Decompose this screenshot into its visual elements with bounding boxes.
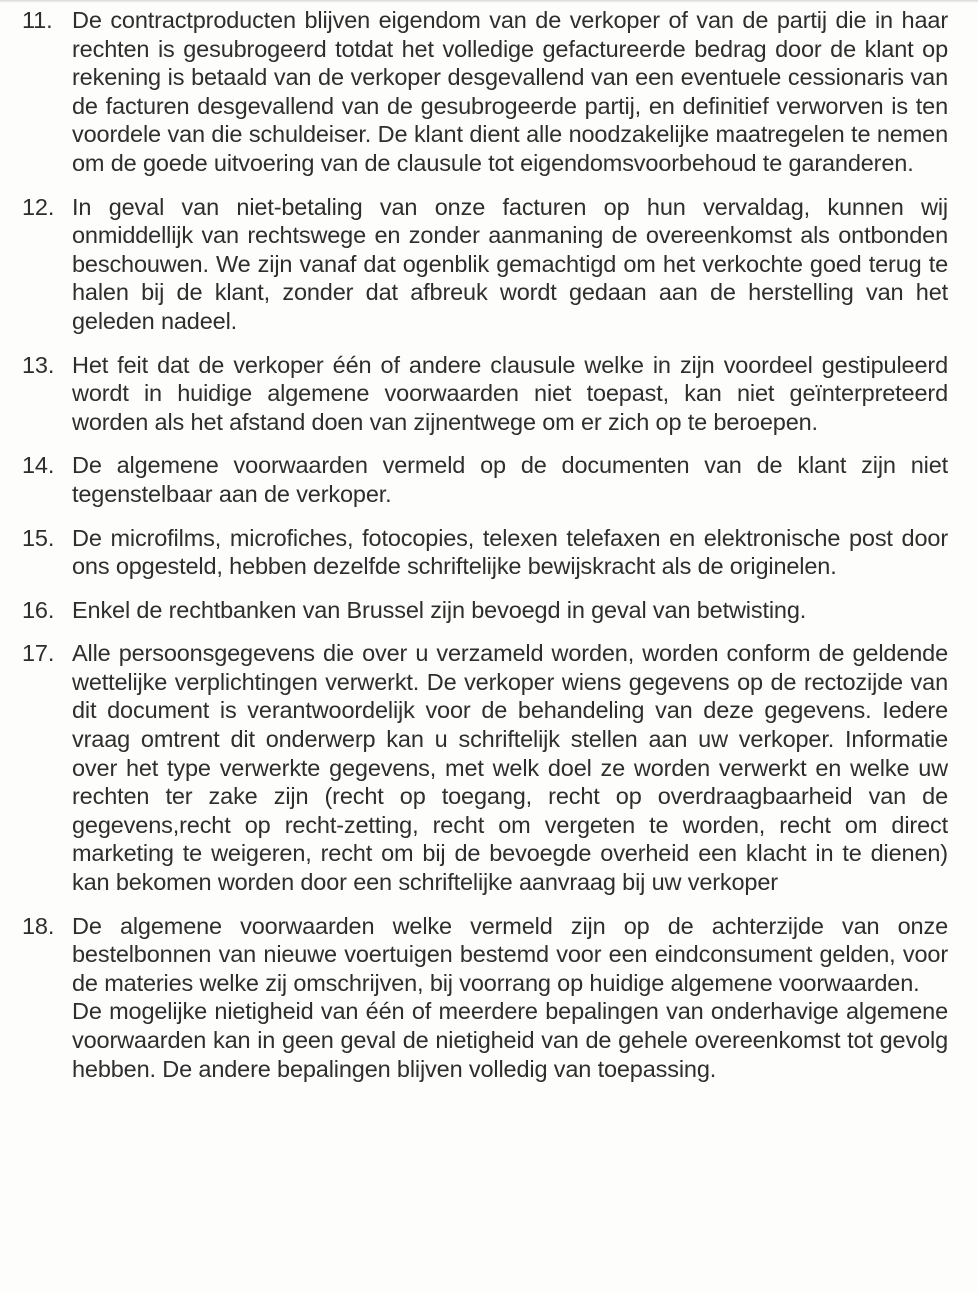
- clause-number: 15.: [22, 524, 55, 551]
- clause-paragraph: De mogelijke nietigheid van één of meerdere bepalingen van onderhavige algemene voorwaarden kan in geen geval de nietigheid van de gehele overeenkomst tot gevolg hebben. De andere bepalingen blijven volledig van toepassing.: [72, 998, 948, 1082]
- clause-text: [72, 451, 948, 508]
- clause-paragraph: De microfilms, microfiches, fotocopies, telexen telefaxen en elektronische post door ons opgesteld, hebben dezelfde schriftelijke bewijskracht als de originelen.: [72, 524, 948, 580]
- clause-text: [72, 6, 948, 178]
- clause-text: [72, 912, 948, 1084]
- clause-text: [72, 639, 948, 896]
- clause-text: [72, 193, 948, 336]
- clause-paragraph: Het feit dat de verkoper één of andere clausule welke in zijn voordeel gestipuleerd wordt in huidige algemene voorwaarden niet toepast, kan niet geïnterpreteerd worden als het afstand doen van zijnentwege om er zich op te beroepen.: [72, 351, 948, 435]
- clause-number: 18.: [22, 912, 55, 939]
- clause-12: [22, 193, 948, 336]
- clause-15: [22, 524, 948, 581]
- clause-17: [22, 639, 948, 896]
- clause-paragraph: Enkel de rechtbanken van Brussel zijn bevoegd in geval van betwisting.: [72, 596, 807, 623]
- clause-text: [72, 596, 948, 625]
- scan-edge: [0, 0, 978, 3]
- clause-paragraph: De algemene voorwaarden vermeld op de documenten van de klant zijn niet tegenstelbaar aan de verkoper.: [72, 452, 948, 507]
- clause-paragraph: De algemene voorwaarden welke vermeld zijn op de achterzijde van onze bestelbonnen van nieuwe voertuigen bestemd voor een eindconsument gelden, voor de materies welke zij omschrijven, bij voorrang op huidige algemene voorwaarden.: [72, 912, 948, 996]
- clause-paragraph: In geval van niet-betaling van onze facturen op hun vervaldag, kunnen wij onmiddellijk van rechtswege en zonder aanmaning de overeenkomst als ontbonden beschouwen. We zijn vanaf dat ogenblik gemachtigd om het verkochte goed terug te halen bij de klant, zonder dat afbreuk wordt gedaan aan de herstelling van het geleden nadeel.: [72, 193, 948, 334]
- clause-16: [22, 596, 948, 625]
- clause-text: [72, 524, 948, 581]
- clause-paragraph: Alle persoonsgegevens die over u verzameld worden, worden conform de geldende wettelijke verplichtingen verwerkt. De verkoper wiens gegevens op de rectozijde van dit document is verantwoordelijk voor de behandeling van deze gegevens. Iedere vraag omtrent dit onderwerp kan u schriftelijk stellen aan uw verkoper. Informatie over het type verwerkte gegevens, met welk doel ze worden verwerkt en welke uw rechten ter zake zijn (recht op toegang, recht op overdraagbaarheid van de gegevens,recht op recht-zetting, recht om vergeten te worden, recht om direct marketing te weigeren, recht om bij de bevoegde overheid een klacht in te dienen) kan bekomen worden door een schriftelijke aanvraag bij uw verkoper: [72, 640, 948, 896]
- clause-paragraph: De contractproducten blijven eigendom van de verkoper of van de partij die in haar rechten is gesubrogeerd totdat het volledige gefactureerde bedrag door de klant op rekening is betaald van de verkoper desgevallend van een eventuele cessionaris van de facturen desgevallend van de gesubrogeerde partij, en definitief verworven is ten voordele van die schuldeiser. De klant dient alle noodzakelijke maatregelen te nemen om de goede uitvoering van de clausule tot eigendomsvoorbehoud te garanderen.: [72, 7, 948, 176]
- clause-number: 16.: [22, 596, 55, 623]
- clause-number: 11.: [22, 7, 53, 33]
- clause-number: 14.: [22, 452, 55, 479]
- clause-18: [22, 912, 948, 1084]
- clause-text: [72, 351, 948, 437]
- clause-number: 12.: [22, 193, 55, 220]
- clause-11: [22, 6, 948, 178]
- clause-14: [22, 451, 948, 508]
- clause-13: [22, 351, 948, 437]
- clause-number: 13.: [22, 351, 55, 378]
- clause-list: [22, 6, 948, 1083]
- clause-number: 17.: [22, 640, 55, 667]
